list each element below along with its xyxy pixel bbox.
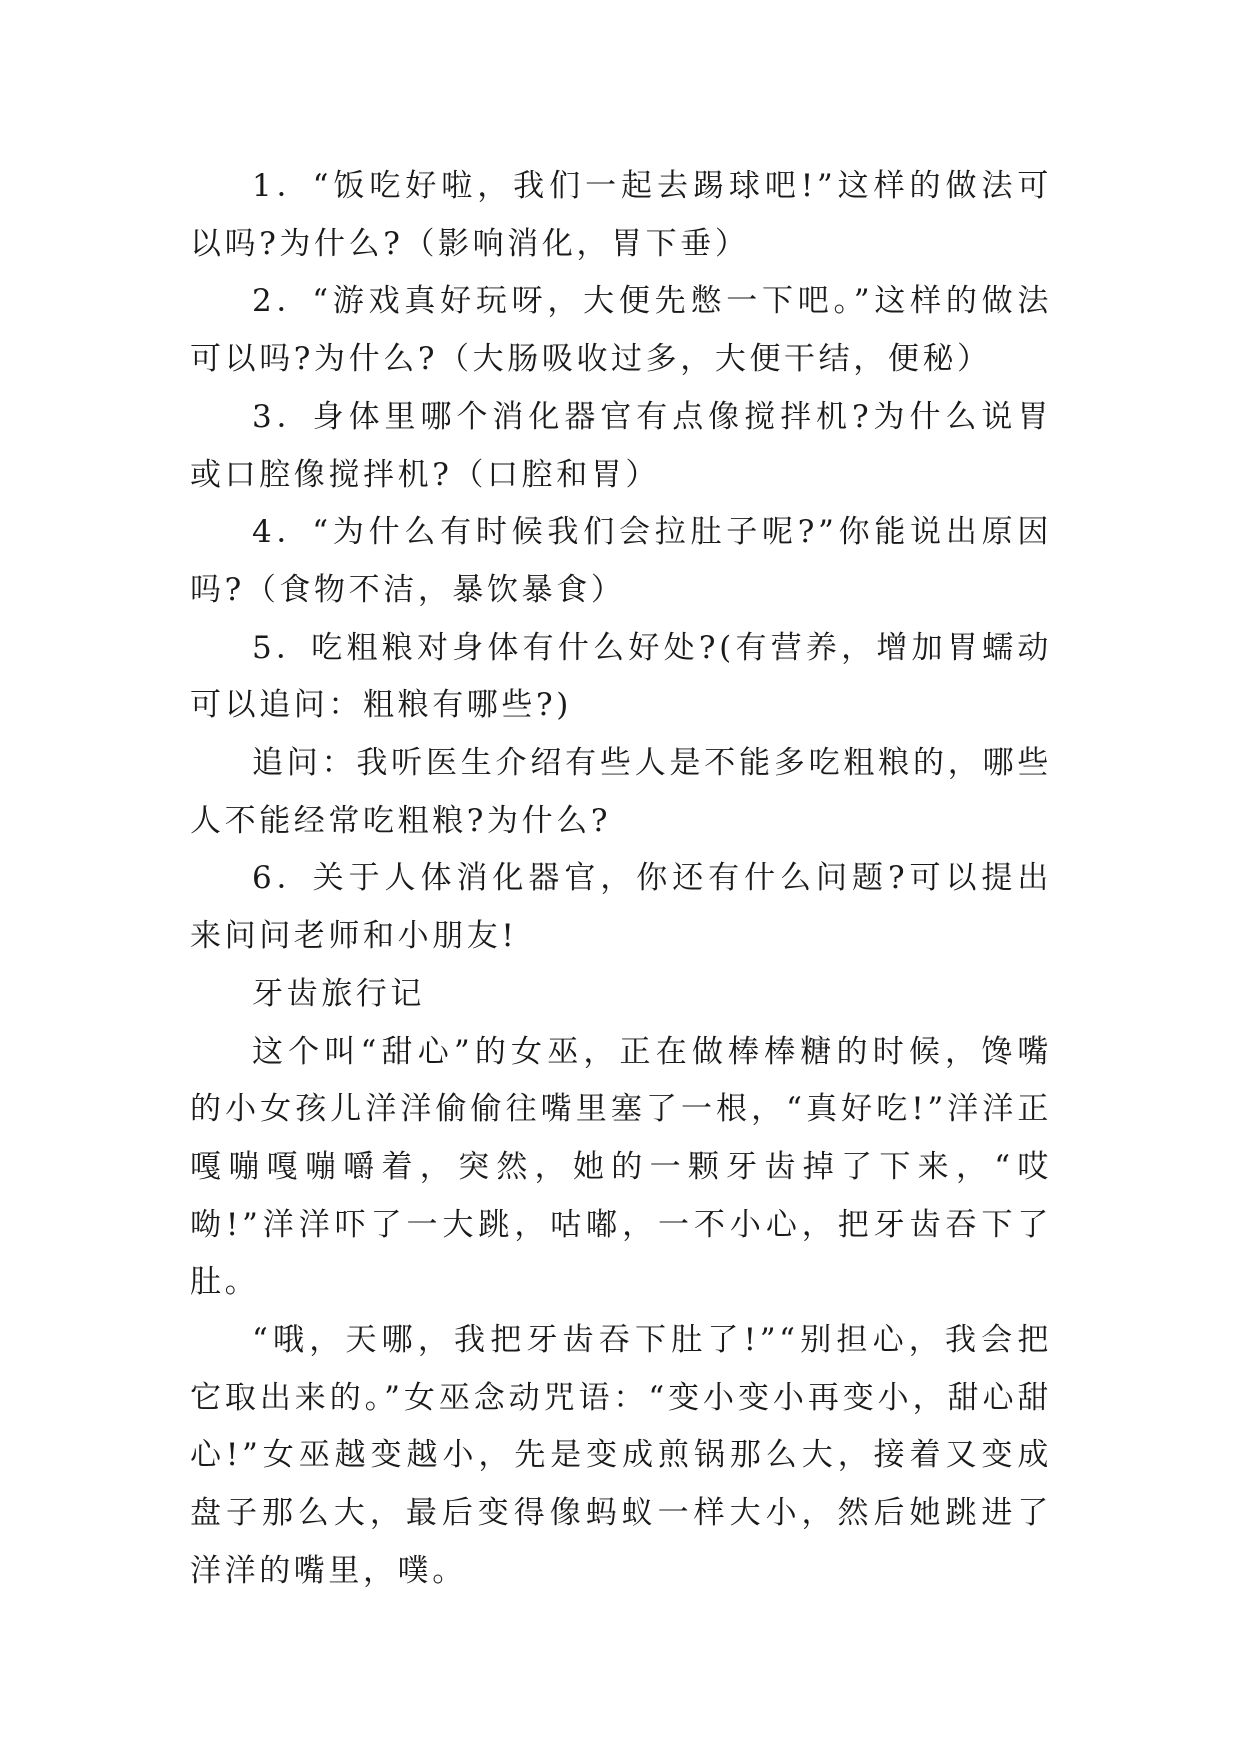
story-paragraph-2: “哦，天哪，我把牙齿吞下肚了!”“别担心，我会把它取出来的。”女巫念动咒语：“变小变小再变小，甜心甜心!”女巫越变越小，先是变成煎锅那么大，接着又变成盘子那么大，最后变得像蚂蚁一样大小，然后她跳进了洋洋的嘴里，噗。 — [190, 1322, 1052, 1589]
paragraph-question-6: 6．关于人体消化器官，你还有什么问题?可以提出来问问老师和小朋友! — [190, 860, 1052, 955]
paragraph-question-1: 1．“饭吃好啦，我们一起去踢球吧!”这样的做法可以吗?为什么?（影响消化，胃下垂） — [190, 168, 1052, 262]
document-body — [190, 158, 1052, 1601]
paragraph-question-4: 4．“为什么有时候我们会拉肚子呢?”你能说出原因吗?（食物不洁，暴饮暴食） — [190, 514, 1052, 608]
paragraph-question-5: 5．吃粗粮对身体有什么好处?(有营养，增加胃蠕动可以追问：粗粮有哪些?) — [190, 629, 1052, 724]
paragraph-question-3: 3．身体里哪个消化器官有点像搅拌机?为什么说胃或口腔像搅拌机?（口腔和胃） — [190, 398, 1052, 493]
paragraph-question-2: 2．“游戏真好玩呀，大便先憋一下吧。”这样的做法可以吗?为什么?（大肠吸收过多，大便干结，便秘） — [190, 283, 1052, 378]
story-title: 牙齿旅行记 — [252, 975, 425, 1012]
paragraph-follow-up: 追问：我听医生介绍有些人是不能多吃粗粮的，哪些人不能经常吃粗粮?为什么? — [190, 745, 1052, 839]
story-paragraph-1: 这个叫“甜心”的女巫，正在做棒棒糖的时候，馋嘴的小女孩儿洋洋偷偷往嘴里塞了一根，“真好吃!”洋洋正嘎嘣嘎嘣嚼着，突然，她的一颗牙齿掉了下来，“哎呦!”洋洋吓了一大跳，咕嘟，一不小心，把牙齿吞下了肚。 — [190, 1033, 1052, 1301]
